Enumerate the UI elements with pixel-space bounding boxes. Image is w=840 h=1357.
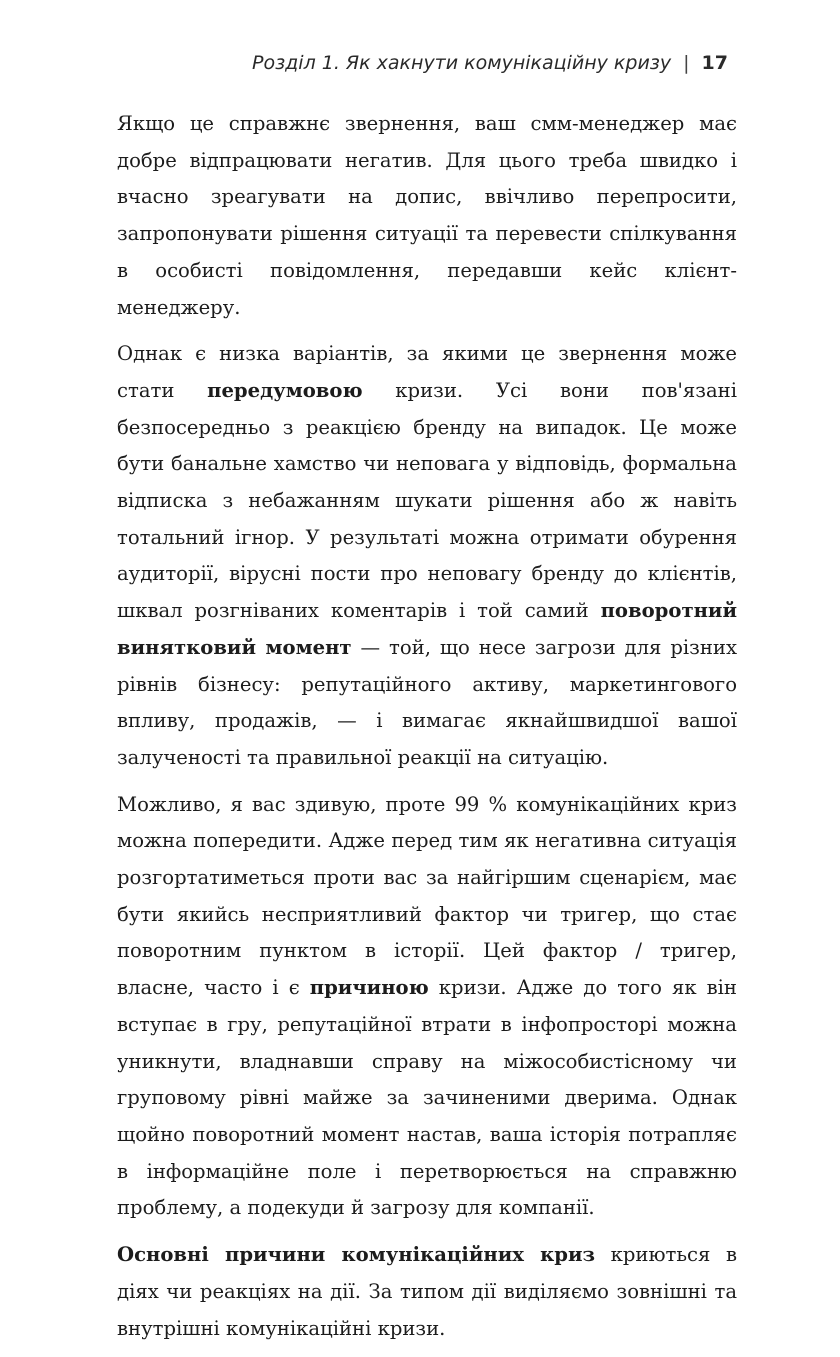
paragraph-text: криються в діях чи реакціях на дії. За типом дії виділяємо зовнішні та внутрішні комунікаційні кризи. [117,1243,737,1340]
paragraph-1 [117,106,737,326]
header-separator: | [683,52,690,74]
paragraph-text: кризи. Адже до того як він вступає в гру, репутаційної втрати в інфопросторі можна уникнути, владнавши справу на міжособистісному чи груповому рівні майже за зачиненими дверима. Однак щойно поворотний момент настав, ваша історія потрапляє в інформаційне поле і перетворюється на справжню проблему, а подекуди й загрозу для компанії. [117,976,737,1220]
body-text [117,106,737,1357]
bold-term-main-causes: Основні причини комунікаційних криз [117,1243,596,1267]
chapter-title: Розділ 1. Як хакнути комунікаційну кризу [251,52,672,74]
paragraph-3 [117,787,737,1227]
paragraph-text: кризи. Усі вони пов'язані безпосередньо з реакцією бренду на випадок. Це може бути банальне хамство чи неповага у відповідь, формальна відписка з небажанням шукати рішення або ж навіть тотальний ігнор. У результаті можна отримати обурення аудиторії, вірусні пости про неповагу бренду до клієнтів, шквал розгніваних коментарів і той самий [117,378,737,623]
bold-term-preconditions: передумовою [207,378,363,402]
bold-term-cause: причиною [309,976,429,1000]
paragraph-2 [117,336,737,776]
running-header [252,52,728,74]
paragraph-text: Якщо це справжнє звернення, ваш смм-менеджер має добре відпрацювати негатив. Для цього треба швидко і вчасно зреагувати на допис, ввічливо перепросити, запропонувати рішення ситуації та перевести спілкування в особисті повідомлення, передавши кейс клієнт-менеджеру. [117,112,737,319]
bold-term-turning-point: поворотний винятковий момент [117,599,737,659]
paragraph-text: Однак є низка варіантів, за якими це звернення може стати [117,342,737,402]
paragraph-text: — той, що несе загрози для різних рівнів бізнесу: репутаційного активу, маркетингового впливу, продажів, — і вимагає якнайшвидшої вашої залученості та правильної реакції на ситуацію. [117,635,737,769]
paragraph-text: Можливо, я вас здивую, проте 99 % комунікаційних криз можна попередити. Адже перед тим як негативна ситуація розгортатиметься проти вас за найгіршим сценарієм, має бути якийсь несприятливий фактор чи тригер, що стає поворотним пунктом в історії. Цей фактор / тригер, власне, часто і є [117,792,737,1000]
paragraph-4 [117,1237,737,1347]
page-number: 17 [701,52,728,74]
